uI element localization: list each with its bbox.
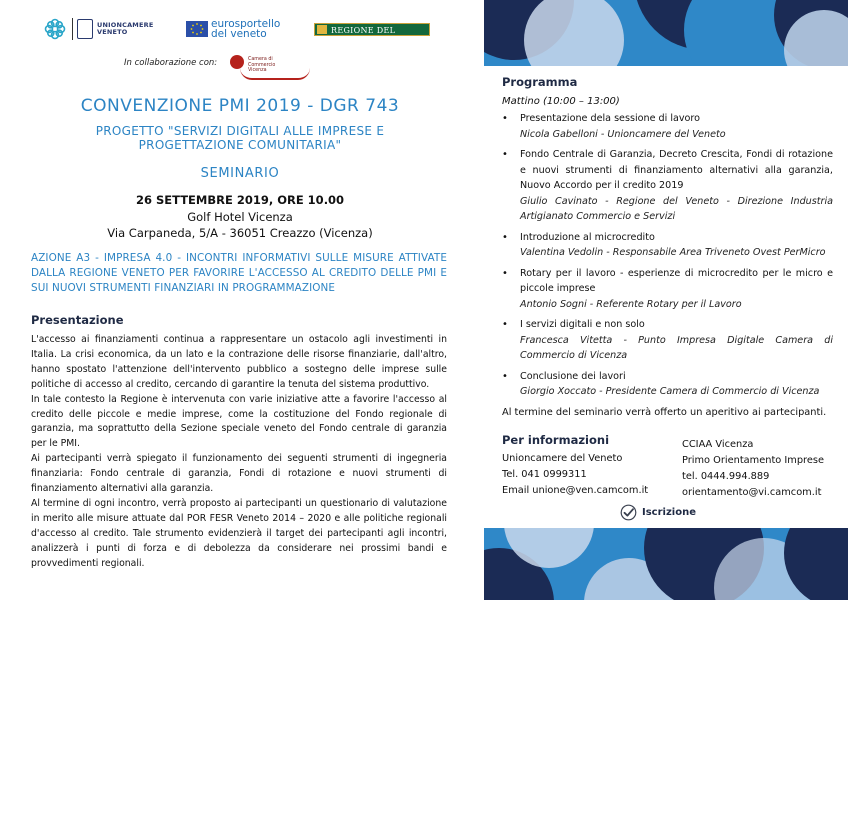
eurosportello-line2: del veneto [211, 28, 267, 40]
programma-list [502, 111, 833, 405]
info-line: Primo Orientamento Imprese [682, 455, 825, 466]
logo-row [44, 14, 434, 48]
page-title: CONVENZIONE PMI 2019 - DGR 743 [80, 96, 400, 116]
presentazione-paragraph: Ai partecipanti verrà spiegato il funzionamento dei seguenti strumenti di ingegneria finanziaria: Fondo centrale di garanzia, Fondi di rotazione e nuovi strumenti di finanziamento alternativi alla garanzia. [31, 453, 447, 495]
info-unioncamere [502, 451, 648, 499]
decorative-banner-top [484, 0, 848, 66]
seminario-label: SEMINARIO [200, 166, 280, 181]
email-link[interactable]: Email unione@ven.camcom.it [502, 485, 649, 496]
item-title: Fondo Centrale di Garanzia, Decreto Crescita, Fondi di rotazione e nuovi strumenti di finanziamento alternativi alla garanzia, Nuovo Accordo per il credito 2019 [520, 149, 833, 191]
camera-seal-icon [230, 55, 244, 69]
item-speaker: Valentina Vedolin - Responsabile Area Triveneto Ovest PerMicro [520, 247, 826, 258]
eu-flag-icon [186, 21, 208, 37]
info-cciaa [682, 437, 824, 501]
iscrizione-button[interactable] [620, 504, 696, 521]
azione-description: AZIONE A3 - IMPRESA 4.0 - INCONTRI INFORMATIVI SULLE MISURE ATTIVATE DALLA REGIONE VENETO PER FAVORIRE L'ACCESSO AL CREDITO DELLE PMI E SUI NUOVI STRUMENTI FINANZIARI IN PROGRAMMAZIONE [31, 252, 447, 294]
eurosportello-line1: eurosportello [211, 18, 281, 30]
list-item: • Introduzione al microcredito Valentina Vedolin - Responsabile Area Triveneto Ovest PerMicro [502, 230, 833, 261]
item-title: Presentazione dela sessione di lavoro [520, 113, 701, 124]
eurosportello-logo [186, 14, 280, 44]
event-address: Via Carpaneda, 5/A - 36051 Creazzo (Vicenza) [107, 226, 373, 240]
list-item: • Conclusione dei lavori Giorgio Xoccato - Presidente Camera di Commercio di Vicenza [502, 369, 833, 400]
flower-icon [44, 18, 66, 40]
unioncamere-logo [44, 14, 157, 44]
item-speaker: Antonio Sogni - Referente Rotary per il Lavoro [520, 298, 742, 310]
item-speaker: Nicola Gabelloni - Unioncamere del Veneto [520, 128, 726, 140]
collaborazione-label: In collaborazione con: [124, 58, 218, 68]
item-title: I servizi digitali e non solo [520, 319, 645, 330]
info-line: Tel. 041 0999311 [502, 469, 587, 480]
right-column [484, 0, 848, 600]
project-subtitle: PROGETTO "SERVIZI DIGITALI ALLE IMPRESE E PROGETTAZIONE COMUNITARIA" [95, 124, 385, 152]
event-venue: Golf Hotel Vicenza [187, 210, 293, 224]
info-line: Unioncamere del Veneto [502, 453, 623, 464]
item-title: Conclusione dei lavori [520, 370, 626, 382]
item-speaker: Giorgio Xoccato - Presidente Camera di Commercio di Vicenza [520, 386, 820, 397]
event-date: 26 SETTEMBRE 2019, ORE 10.00 [135, 193, 345, 207]
info-heading: Per informazioni [502, 433, 610, 447]
presentazione-body [31, 333, 447, 572]
info-line: tel. 0444.994.889 [682, 471, 770, 482]
decorative-banner-bottom [484, 528, 848, 600]
regione-text: REGIONE DEL VENETO [331, 25, 396, 48]
item-title: Rotary per il lavoro - esperienze di microcredito per le micro e piccole imprese [520, 267, 833, 294]
presentazione-paragraph: Al termine di ogni incontro, verrà proposto ai partecipanti un questionario di valutazione in merito alle misure attuate dal POR FESR Veneto 2014 – 2020 e alle politiche regionali d'accesso al credito. Tale strumento evidenzierà il target dei partecipanti agli incontri, analizzerà i punti di forza e di debolezza da considerare nei prossimi bandi e provvedimenti regionali. [31, 497, 447, 569]
camera-commercio-logo [230, 55, 288, 74]
item-title: Introduzione al microcredito [520, 231, 655, 243]
iscrizione-label[interactable]: Iscrizione [642, 507, 696, 518]
aperitivo-note: Al termine del seminario verrà offerto un aperitivo ai partecipanti. [502, 407, 827, 418]
check-circle-icon [620, 504, 637, 521]
unioncamere-text: UNIONCAMERE VENETO [97, 21, 154, 36]
item-speaker: Francesca Vitetta - Punto Impresa Digitale Camera di Commercio di Vicenza [520, 334, 833, 361]
camera-commercio-text: Camera di Commercio Vicenza [248, 57, 276, 73]
list-item: • Presentazione dela sessione di lavoro Nicola Gabelloni - Unioncamere del Veneto [502, 111, 833, 142]
lion-icon [317, 25, 327, 34]
mattino-label: Mattino (10:00 – 13:00) [502, 96, 620, 107]
presentazione-paragraph: L'accesso ai finanziamenti continua a rappresentare un ostacolo agli investimenti in Italia. La crisi economica, da un lato e la contrazione delle risorse finanziarie, dall'altro, hanno spostato l'attenzione dell'intervento pubblico a sostegno delle imprese sulle politiche di accesso al credito, cercando di garantire la tenuta del sistema produttivo. [31, 334, 447, 390]
item-speaker: Giulio Cavinato - Regione del Veneto - Direzione Industria Artigianato Commercio e Servizi [520, 195, 833, 222]
programma-heading: Programma [502, 75, 578, 89]
regione-veneto-logo [314, 14, 430, 48]
list-item: • Rotary per il lavoro - esperienze di microcredito per le micro e piccole imprese Antonio Sogni - Referente Rotary per il Lavoro [502, 266, 833, 313]
info-line: CCIAA Vicenza [682, 439, 754, 450]
presentazione-paragraph: In tale contesto la Regione è intervenuta con varie iniziative atte a favorire l'accesso al credito delle piccole e medie imprese, come la costituzione del Fondo regionale di garanzia, ma soprattutto della Sezione speciale veneto del Fondo centrale di garanzia per le PMI. [31, 393, 447, 450]
list-item: • Fondo Centrale di Garanzia, Decreto Crescita, Fondi di rotazione e nuovi strumenti di finanziamento alternativi alla garanzia, Nuovo Accordo per il credito 2019 Giulio Cavinato - Regione del Veneto - Direzione Industria Artigianato Commercio e Servizi [502, 147, 833, 225]
presentazione-heading: Presentazione [31, 313, 124, 327]
list-item: • I servizi digitali e non solo Francesca Vitetta - Punto Impresa Digitale Camera di Commercio di Vicenza [502, 317, 833, 364]
seal-icon [77, 19, 93, 39]
email-link[interactable]: orientamento@vi.camcom.it [682, 487, 822, 498]
